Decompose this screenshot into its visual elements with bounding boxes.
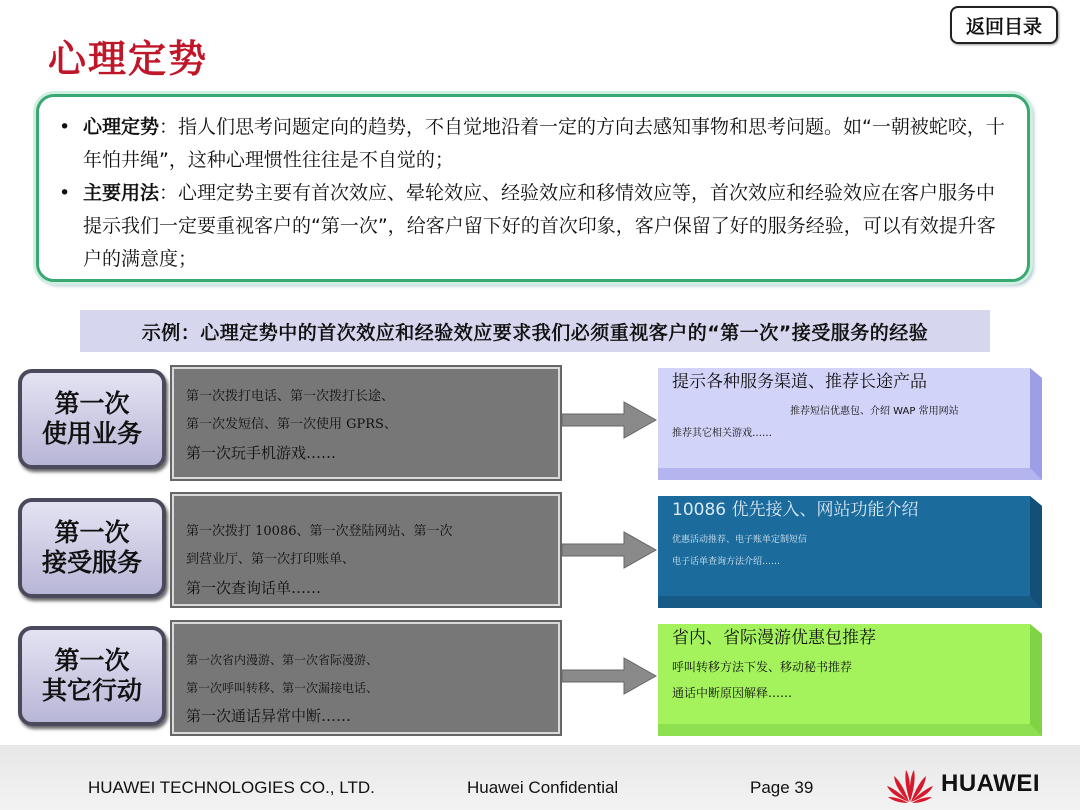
label-first-use-service[interactable]	[18, 369, 166, 469]
bullet-dot: •	[59, 116, 71, 138]
page-title: 心理定势	[48, 37, 209, 81]
label-line: 第一次	[54, 518, 130, 547]
footer-company: HUAWEI TECHNOLOGIES CO., LTD.	[88, 778, 375, 797]
footer-page-number: Page 39	[750, 778, 814, 797]
label-line: 使用业务	[41, 419, 142, 448]
result-title: 省内、省际漫游优惠包推荐	[672, 628, 876, 648]
result-line: 电子话单查询方法介绍……	[672, 557, 781, 567]
definition-bullet-2	[83, 177, 1013, 276]
bullet-1-text: ：指人们思考问题定向的趋势，不自觉地沿着一定的方向去感知事物和思考问题。如“一朝被蛇咬，十年怕井绳”，这种心理惯性往往是不自觉的；	[83, 116, 1005, 171]
definition-box	[36, 94, 1030, 282]
huawei-logo	[885, 764, 1040, 804]
result-line: 推荐其它相关游戏……	[672, 428, 772, 439]
back-to-contents-button[interactable]: 返回目录	[950, 6, 1058, 44]
bullet-2-text: ：心理定势主要有首次效应、晕轮效应、经验效应和移情效应等，首次效应和经验效应在客户服务中提示我们一定要重视客户的“第一次”，给客户留下好的首次印象，客户保留了好的服务经验，可以有效提升客户的满意度；	[83, 182, 996, 270]
description-box-1	[172, 367, 560, 479]
huawei-brand-text: HUAWEI	[941, 770, 1040, 797]
arrow-right-icon	[562, 530, 658, 570]
description-box-3	[172, 622, 560, 734]
desc-line: 第一次省内漫游、第一次省际漫游、	[186, 653, 379, 667]
result-box-3	[658, 624, 1042, 736]
label-line: 第一次	[54, 646, 130, 675]
arrow-right-icon	[562, 400, 658, 440]
bullet-dot: •	[59, 182, 71, 204]
huawei-petal-icon	[885, 764, 935, 804]
label-first-other-action[interactable]	[18, 626, 166, 726]
desc-line: 第一次拨打 10086、第一次登陆网站、第一次	[186, 524, 453, 539]
label-line: 其它行动	[41, 676, 142, 705]
label-line: 第一次	[54, 389, 130, 418]
result-title: 提示各种服务渠道、推荐长途产品	[672, 372, 927, 392]
definition-bullet-1	[83, 111, 1013, 177]
desc-line: 第一次通话异常中断……	[186, 707, 352, 725]
desc-line: 第一次查询话单……	[186, 579, 322, 597]
result-line: 呼叫转移方法下发、移动秘书推荐	[672, 660, 853, 674]
desc-line: 第一次玩手机游戏……	[186, 444, 337, 462]
label-line: 接受服务	[41, 548, 142, 577]
description-box-2	[172, 494, 560, 606]
footer-confidential: Huawei Confidential	[467, 778, 619, 797]
result-line: 推荐短信优惠包、介绍 WAP 常用网站	[790, 406, 959, 417]
desc-line: 第一次拨打电话、第一次拨打长途、	[186, 389, 395, 404]
desc-line: 第一次呼叫转移、第一次漏接电话、	[186, 681, 379, 695]
desc-line: 第一次发短信、第一次使用 GPRS、	[186, 417, 397, 432]
example-banner: 示例：心理定势中的首次效应和经验效应要求我们必须重视客户的“第一次”接受服务的经验	[80, 310, 990, 352]
label-first-receive-service[interactable]	[18, 498, 166, 598]
result-box-2	[658, 496, 1042, 608]
desc-line: 到营业厅、第一次打印账单、	[186, 552, 356, 567]
bullet-1-keyword: 心理定势	[83, 116, 160, 138]
bullet-2-keyword: 主要用法	[83, 182, 160, 204]
result-box-1	[658, 368, 1042, 480]
result-line: 优惠活动推荐、电子账单定制短信	[672, 535, 808, 545]
result-line: 通话中断原因解释……	[672, 686, 793, 700]
arrow-right-icon	[562, 656, 658, 696]
result-title: 10086 优先接入、网站功能介绍	[672, 500, 919, 520]
